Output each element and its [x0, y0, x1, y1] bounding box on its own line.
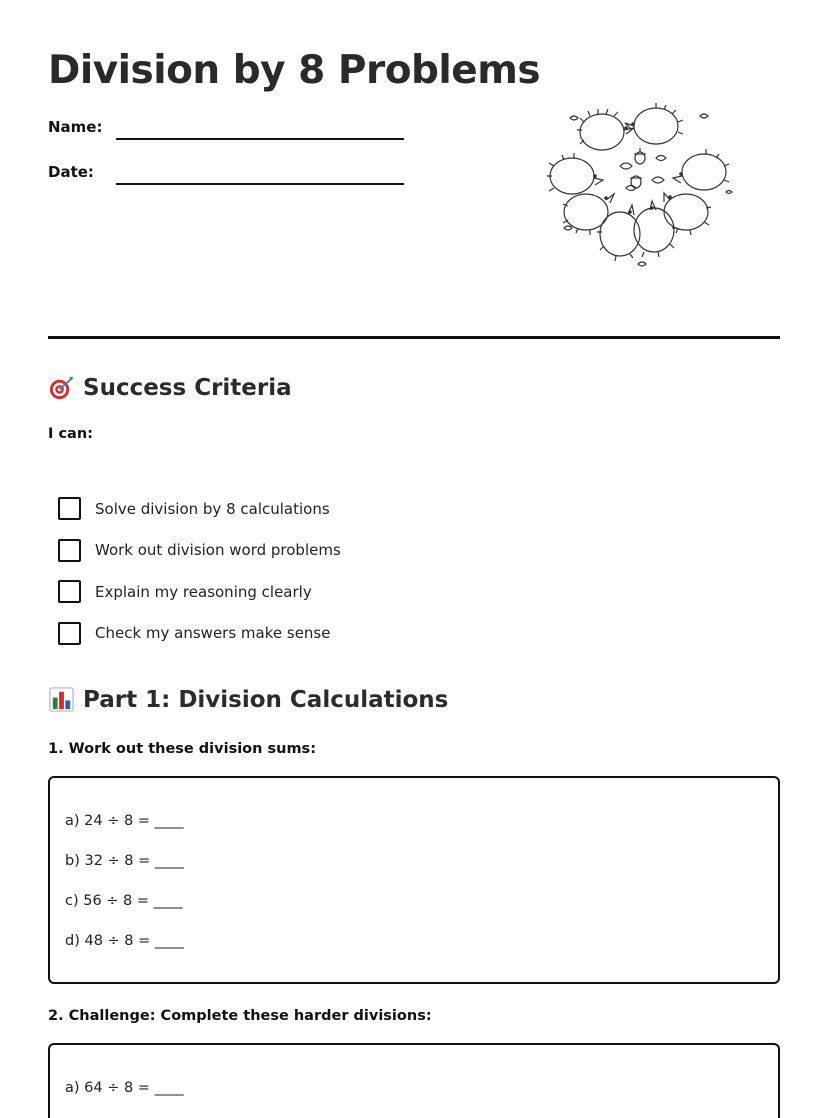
hedgehog-icon — [597, 205, 640, 261]
criteria-item — [58, 613, 341, 655]
criteria-text: Check my answers make sense — [95, 624, 331, 643]
criteria-text: Work out division word problems — [95, 541, 341, 560]
question-1-label: 1. Work out these division sums: — [48, 741, 316, 757]
date-field-line[interactable] — [116, 183, 404, 185]
hedgehog-icon — [634, 201, 677, 257]
success-criteria-heading — [48, 374, 292, 401]
part1-title: Part 1: Division Calculations — [83, 686, 449, 713]
i-can-label: I can: — [48, 426, 93, 442]
question-1-box — [48, 776, 780, 984]
criteria-text: Solve division by 8 calculations — [95, 499, 330, 518]
criteria-item — [58, 530, 341, 572]
hedgehog-icon — [547, 153, 603, 194]
criteria-checkbox[interactable] — [58, 622, 81, 645]
page-title: Division by 8 Problems — [48, 48, 541, 93]
question-item: a) 24 ÷ 8 = ____ — [65, 813, 184, 829]
name-label: Name: — [48, 118, 103, 136]
criteria-text: Explain my reasoning clearly — [95, 582, 312, 601]
name-field-line[interactable] — [116, 138, 404, 140]
question-2-label: 2. Challenge: Complete these harder divisions: — [48, 1008, 432, 1024]
question-2-box — [48, 1043, 780, 1118]
question-item: d) 48 ÷ 8 = ____ — [65, 933, 184, 949]
question-item: b) 32 ÷ 8 = ____ — [65, 853, 184, 869]
criteria-item — [58, 571, 341, 613]
hedgehog-icon — [673, 149, 729, 190]
part1-heading — [48, 686, 448, 713]
target-icon — [48, 374, 75, 401]
section-divider — [48, 336, 780, 339]
acorn-icon — [630, 148, 646, 188]
date-label: Date: — [48, 163, 94, 181]
hedgehog-icon — [625, 103, 683, 144]
criteria-checkbox[interactable] — [58, 497, 81, 520]
criteria-item — [58, 488, 341, 530]
criteria-checkbox[interactable] — [58, 580, 81, 603]
success-criteria-title: Success Criteria — [83, 374, 292, 401]
hedgehog-icon — [577, 109, 634, 150]
hedgehogs-illustration — [540, 96, 740, 286]
success-criteria-list — [58, 488, 341, 654]
criteria-checkbox[interactable] — [58, 539, 81, 562]
bar-chart-icon — [48, 686, 75, 713]
question-item: a) 64 ÷ 8 = ____ — [65, 1080, 184, 1096]
question-item: c) 56 ÷ 8 = ____ — [65, 893, 183, 909]
hedgehog-icon — [664, 193, 711, 235]
